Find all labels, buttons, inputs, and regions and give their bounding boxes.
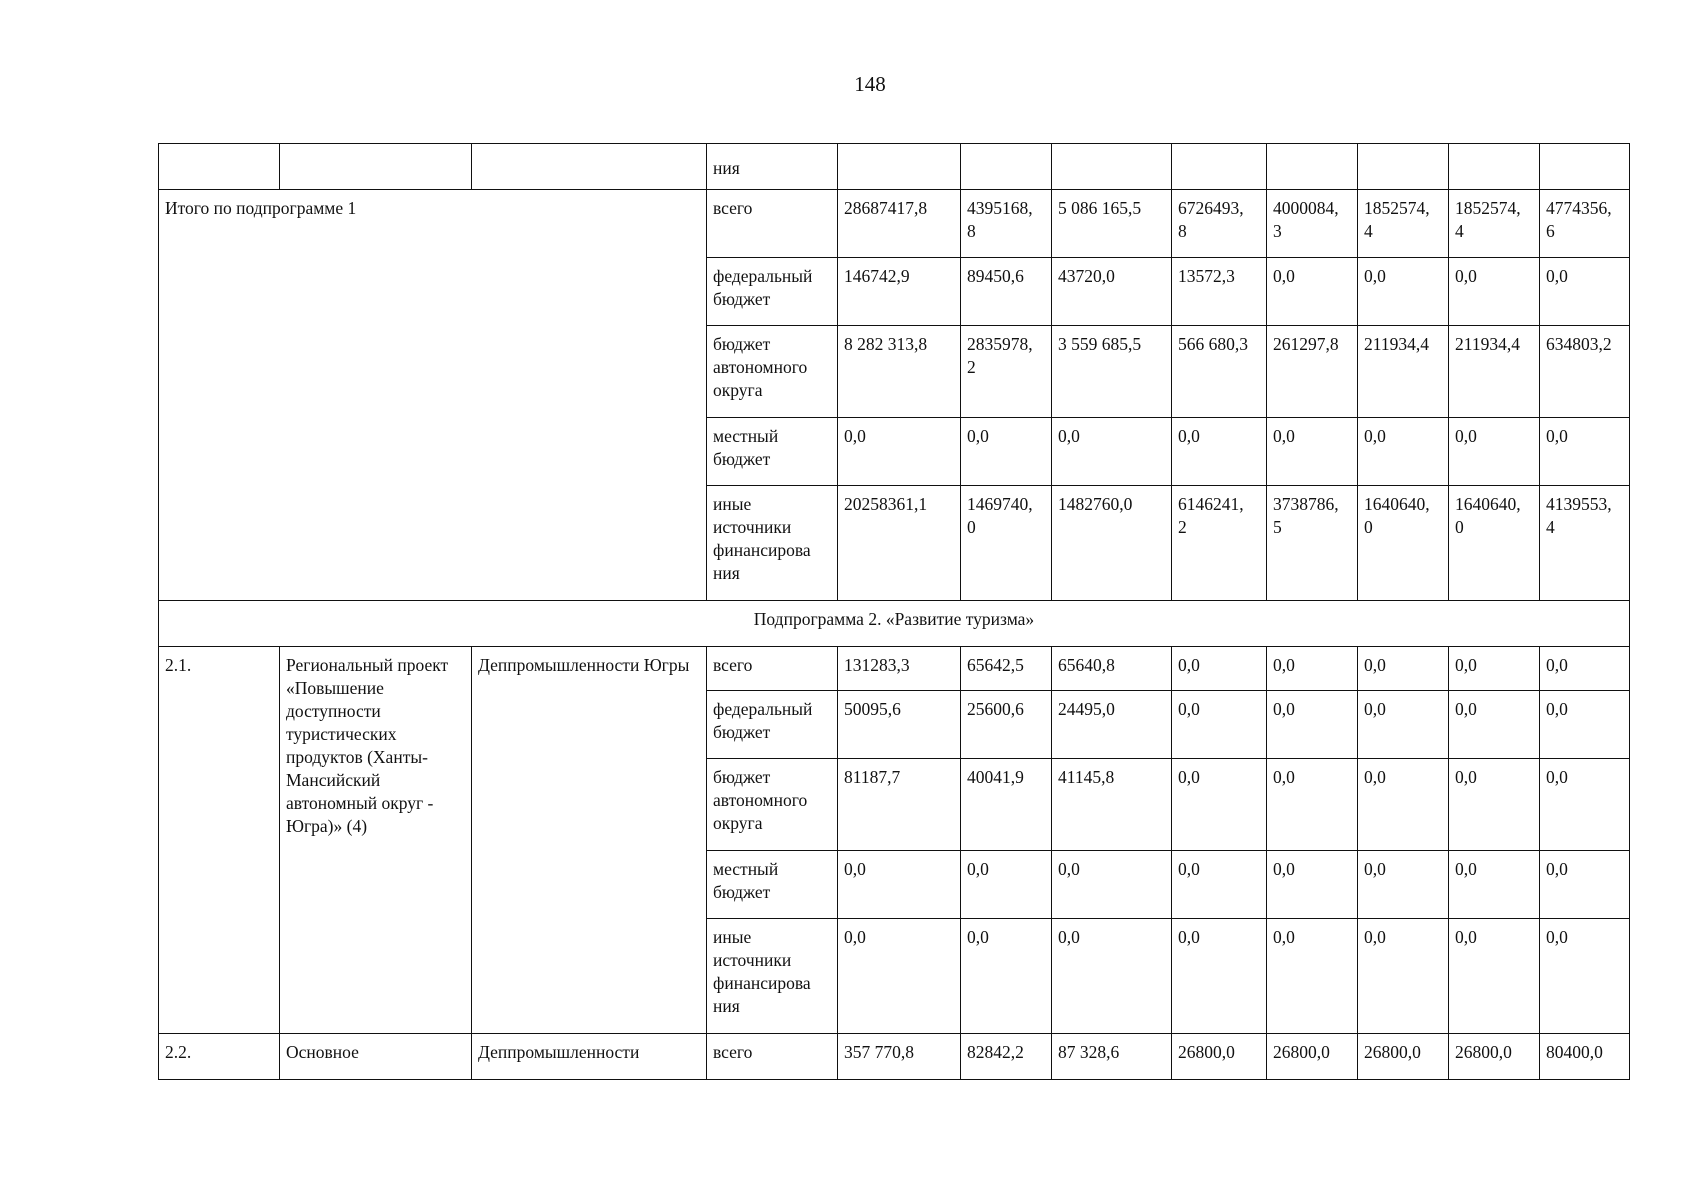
amount-cell: 0,0 (1449, 759, 1540, 851)
amount-cell: 0,0 (1172, 418, 1267, 486)
table-row (159, 144, 1630, 190)
amount-cell: 0,0 (1052, 851, 1172, 919)
amount-cell: 0,0 (1267, 418, 1358, 486)
item-number: 2.1. (159, 647, 280, 1034)
item-2-2-section (159, 1034, 1630, 1080)
table-cell (1052, 144, 1172, 190)
funding-source-cell: федеральный бюджет (707, 258, 838, 326)
amount-cell: 6726493, 8 (1172, 190, 1267, 258)
table-cell (838, 144, 961, 190)
amount-cell: 26800,0 (1358, 1034, 1449, 1080)
amount-cell: 2835978, 2 (961, 326, 1052, 418)
amount-cell: 0,0 (1267, 919, 1358, 1034)
table-cell (1267, 144, 1358, 190)
amount-cell: 0,0 (1172, 647, 1267, 691)
amount-cell: 0,0 (1172, 759, 1267, 851)
amount-cell: 89450,6 (961, 258, 1052, 326)
amount-cell: 211934,4 (1358, 326, 1449, 418)
amount-cell: 0,0 (1358, 919, 1449, 1034)
amount-cell: 0,0 (1172, 851, 1267, 919)
amount-cell: 0,0 (1358, 258, 1449, 326)
amount-cell: 131283,3 (838, 647, 961, 691)
amount-cell: 40041,9 (961, 759, 1052, 851)
amount-cell: 1852574, 4 (1449, 190, 1540, 258)
item-2-1-section (159, 647, 1630, 1034)
table-cell (1540, 144, 1630, 190)
funding-source-cell: ния (707, 144, 838, 190)
amount-cell: 0,0 (1358, 647, 1449, 691)
amount-cell: 4139553, 4 (1540, 486, 1630, 601)
amount-cell: 80400,0 (1540, 1034, 1630, 1080)
table-cell (1449, 144, 1540, 190)
amount-cell: 0,0 (838, 418, 961, 486)
table-cell (159, 144, 280, 190)
amount-cell: 65640,8 (1052, 647, 1172, 691)
table-cell (280, 144, 472, 190)
amount-cell: 0,0 (1449, 919, 1540, 1034)
amount-cell: 1469740, 0 (961, 486, 1052, 601)
table-row (159, 647, 1630, 691)
amount-cell: 87 328,6 (1052, 1034, 1172, 1080)
amount-cell: 26800,0 (1449, 1034, 1540, 1080)
amount-cell: 0,0 (838, 919, 961, 1034)
page-number: 148 (854, 72, 886, 96)
amount-cell: 4774356, 6 (1540, 190, 1630, 258)
funding-source-cell: всего (707, 647, 838, 691)
funding-source-cell: иные источники финансирова ния (707, 919, 838, 1034)
amount-cell: 25600,6 (961, 691, 1052, 759)
amount-cell: 0,0 (1449, 418, 1540, 486)
funding-source-cell: всего (707, 1034, 838, 1080)
amount-cell: 26800,0 (1172, 1034, 1267, 1080)
funding-source-cell: всего (707, 190, 838, 258)
amount-cell: 0,0 (1267, 647, 1358, 691)
funding-source-cell: местный бюджет (707, 851, 838, 919)
amount-cell: 634803,2 (1540, 326, 1630, 418)
amount-cell: 0,0 (1172, 919, 1267, 1034)
amount-cell: 65642,5 (961, 647, 1052, 691)
table-row (159, 601, 1630, 647)
table-cell (1358, 144, 1449, 190)
amount-cell: 5 086 165,5 (1052, 190, 1172, 258)
amount-cell: 0,0 (1267, 851, 1358, 919)
amount-cell: 0,0 (1540, 647, 1630, 691)
amount-cell: 0,0 (1358, 691, 1449, 759)
table-row (159, 1034, 1630, 1080)
table-cell (961, 144, 1052, 190)
amount-cell: 0,0 (838, 851, 961, 919)
amount-cell: 146742,9 (838, 258, 961, 326)
amount-cell: 0,0 (1540, 418, 1630, 486)
amount-cell: 81187,7 (838, 759, 961, 851)
amount-cell: 13572,3 (1172, 258, 1267, 326)
table-row (159, 190, 1630, 258)
amount-cell: 1852574, 4 (1358, 190, 1449, 258)
amount-cell: 566 680,3 (1172, 326, 1267, 418)
amount-cell: 261297,8 (1267, 326, 1358, 418)
funding-source-cell: местный бюджет (707, 418, 838, 486)
amount-cell: 3 559 685,5 (1052, 326, 1172, 418)
amount-cell: 1482760,0 (1052, 486, 1172, 601)
amount-cell: 8 282 313,8 (838, 326, 961, 418)
amount-cell: 24495,0 (1052, 691, 1172, 759)
amount-cell: 41145,8 (1052, 759, 1172, 851)
amount-cell: 0,0 (1449, 851, 1540, 919)
amount-cell: 4000084, 3 (1267, 190, 1358, 258)
amount-cell: 0,0 (1358, 418, 1449, 486)
amount-cell: 0,0 (961, 851, 1052, 919)
amount-cell: 0,0 (1540, 258, 1630, 326)
amount-cell: 28687417,8 (838, 190, 961, 258)
amount-cell: 0,0 (1449, 258, 1540, 326)
amount-cell: 0,0 (1267, 759, 1358, 851)
amount-cell: 0,0 (961, 919, 1052, 1034)
table-cell (1172, 144, 1267, 190)
budget-table (158, 143, 1630, 1080)
amount-cell: 211934,4 (1449, 326, 1540, 418)
amount-cell: 0,0 (1267, 258, 1358, 326)
amount-cell: 0,0 (1358, 759, 1449, 851)
amount-cell: 0,0 (1540, 919, 1630, 1034)
table-cell (472, 144, 707, 190)
amount-cell: 43720,0 (1052, 258, 1172, 326)
item-name: Основное (280, 1034, 472, 1080)
item-number: 2.2. (159, 1034, 280, 1080)
amount-cell: 1640640, 0 (1449, 486, 1540, 601)
amount-cell: 50095,6 (838, 691, 961, 759)
amount-cell: 82842,2 (961, 1034, 1052, 1080)
item-executor: Деппромышленности Югры (472, 647, 707, 1034)
amount-cell: 1640640, 0 (1358, 486, 1449, 601)
amount-cell: 0,0 (1052, 418, 1172, 486)
amount-cell: 0,0 (1358, 851, 1449, 919)
amount-cell: 357 770,8 (838, 1034, 961, 1080)
funding-source-cell: иные источники финансирова ния (707, 486, 838, 601)
amount-cell: 0,0 (961, 418, 1052, 486)
amount-cell: 0,0 (1267, 691, 1358, 759)
amount-cell: 0,0 (1540, 691, 1630, 759)
item-name: Региональный проект «Повышение доступности туристических продуктов (Ханты-Мансийский автономный округ - Югра)» (4) (280, 647, 472, 1034)
amount-cell: 6146241, 2 (1172, 486, 1267, 601)
amount-cell: 3738786, 5 (1267, 486, 1358, 601)
item-executor: Деппромышленности (472, 1034, 707, 1080)
amount-cell: 20258361,1 (838, 486, 961, 601)
amount-cell: 0,0 (1172, 691, 1267, 759)
total-section (159, 190, 1630, 601)
amount-cell: 0,0 (1052, 919, 1172, 1034)
amount-cell: 0,0 (1449, 647, 1540, 691)
funding-source-cell: федеральный бюджет (707, 691, 838, 759)
section-label: Итого по подпрограмме 1 (159, 190, 707, 601)
amount-cell: 0,0 (1540, 851, 1630, 919)
amount-cell: 0,0 (1540, 759, 1630, 851)
subprogram-heading: Подпрограмма 2. «Развитие туризма» (159, 601, 1630, 647)
funding-source-cell: бюджет автономного округа (707, 759, 838, 851)
amount-cell: 0,0 (1449, 691, 1540, 759)
amount-cell: 26800,0 (1267, 1034, 1358, 1080)
amount-cell: 4395168, 8 (961, 190, 1052, 258)
funding-source-cell: бюджет автономного округа (707, 326, 838, 418)
